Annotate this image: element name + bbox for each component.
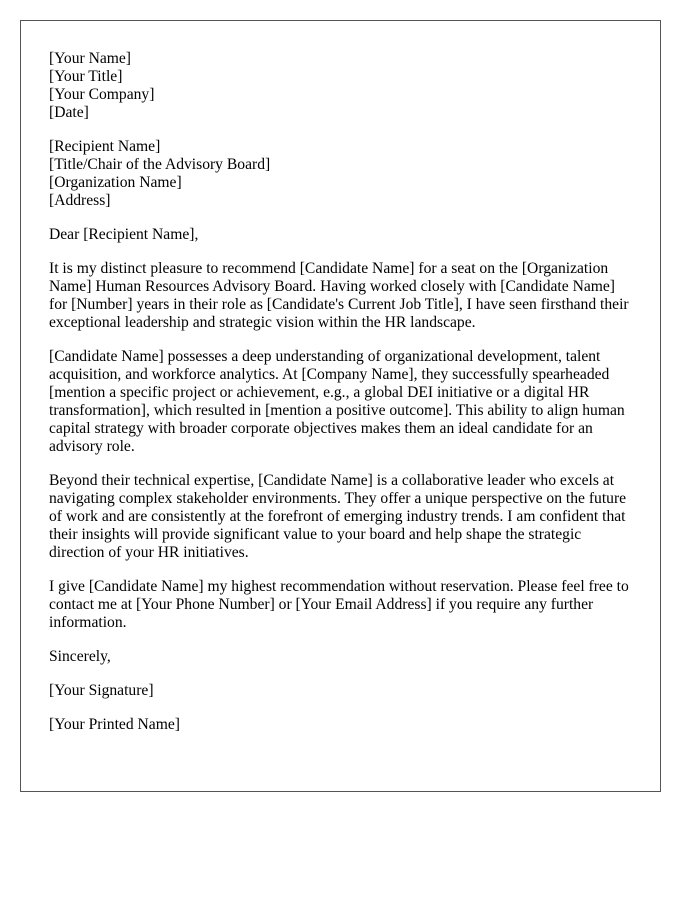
recipient-block [49,138,632,210]
recipient-address: [Address] [49,192,111,209]
body-paragraph-1: It is my distinct pleasure to recommend [Candidate Name] for a seat on the [Organization Name] Human Resources Advisory Board. Having worked closely with [Candidate Name] for [Number] years in their role as [Candidate's Current Job Title], I have seen firsthand their exceptional leadership and strategic vision within the HR landscape. [49,260,629,331]
body-paragraph-4: I give [Candidate Name] my highest recommendation without reservation. Please feel free to contact me at [Your Phone Number] or [Your Email Address] if you require any further information. [49,578,629,631]
signature: [Your Signature] [49,682,154,699]
sender-title: [Your Title] [49,68,123,85]
printed-name: [Your Printed Name] [49,716,180,733]
recipient-title: [Title/Chair of the Advisory Board] [49,156,271,173]
recipient-name: [Recipient Name] [49,138,161,155]
sender-name: [Your Name] [49,50,132,67]
salutation: Dear [Recipient Name], [49,226,199,243]
closing: Sincerely, [49,648,111,665]
letter [20,20,661,792]
sender-company: [Your Company] [49,86,155,103]
sender-block [49,50,632,122]
recipient-organization: [Organization Name] [49,174,182,191]
date: [Date] [49,104,89,121]
body-paragraph-2: [Candidate Name] possesses a deep understanding of organizational development, talent acquisition, and workforce analytics. At [Company Name], they successfully spearheaded [mention a specific project or achievement, e.g., a global DEI initiative or a digital HR transformation], which resulted in [mention a positive outcome]. This ability to align human capital strategy with broader corporate objectives makes them an ideal candidate for an advisory role. [49,348,625,455]
body-paragraph-3: Beyond their technical expertise, [Candidate Name] is a collaborative leader who excels at navigating complex stakeholder environments. They offer a unique perspective on the future of work and are consistently at the forefront of emerging industry trends. I am confident that their insights will provide significant value to your board and help shape the strategic direction of your HR initiatives. [49,472,627,561]
